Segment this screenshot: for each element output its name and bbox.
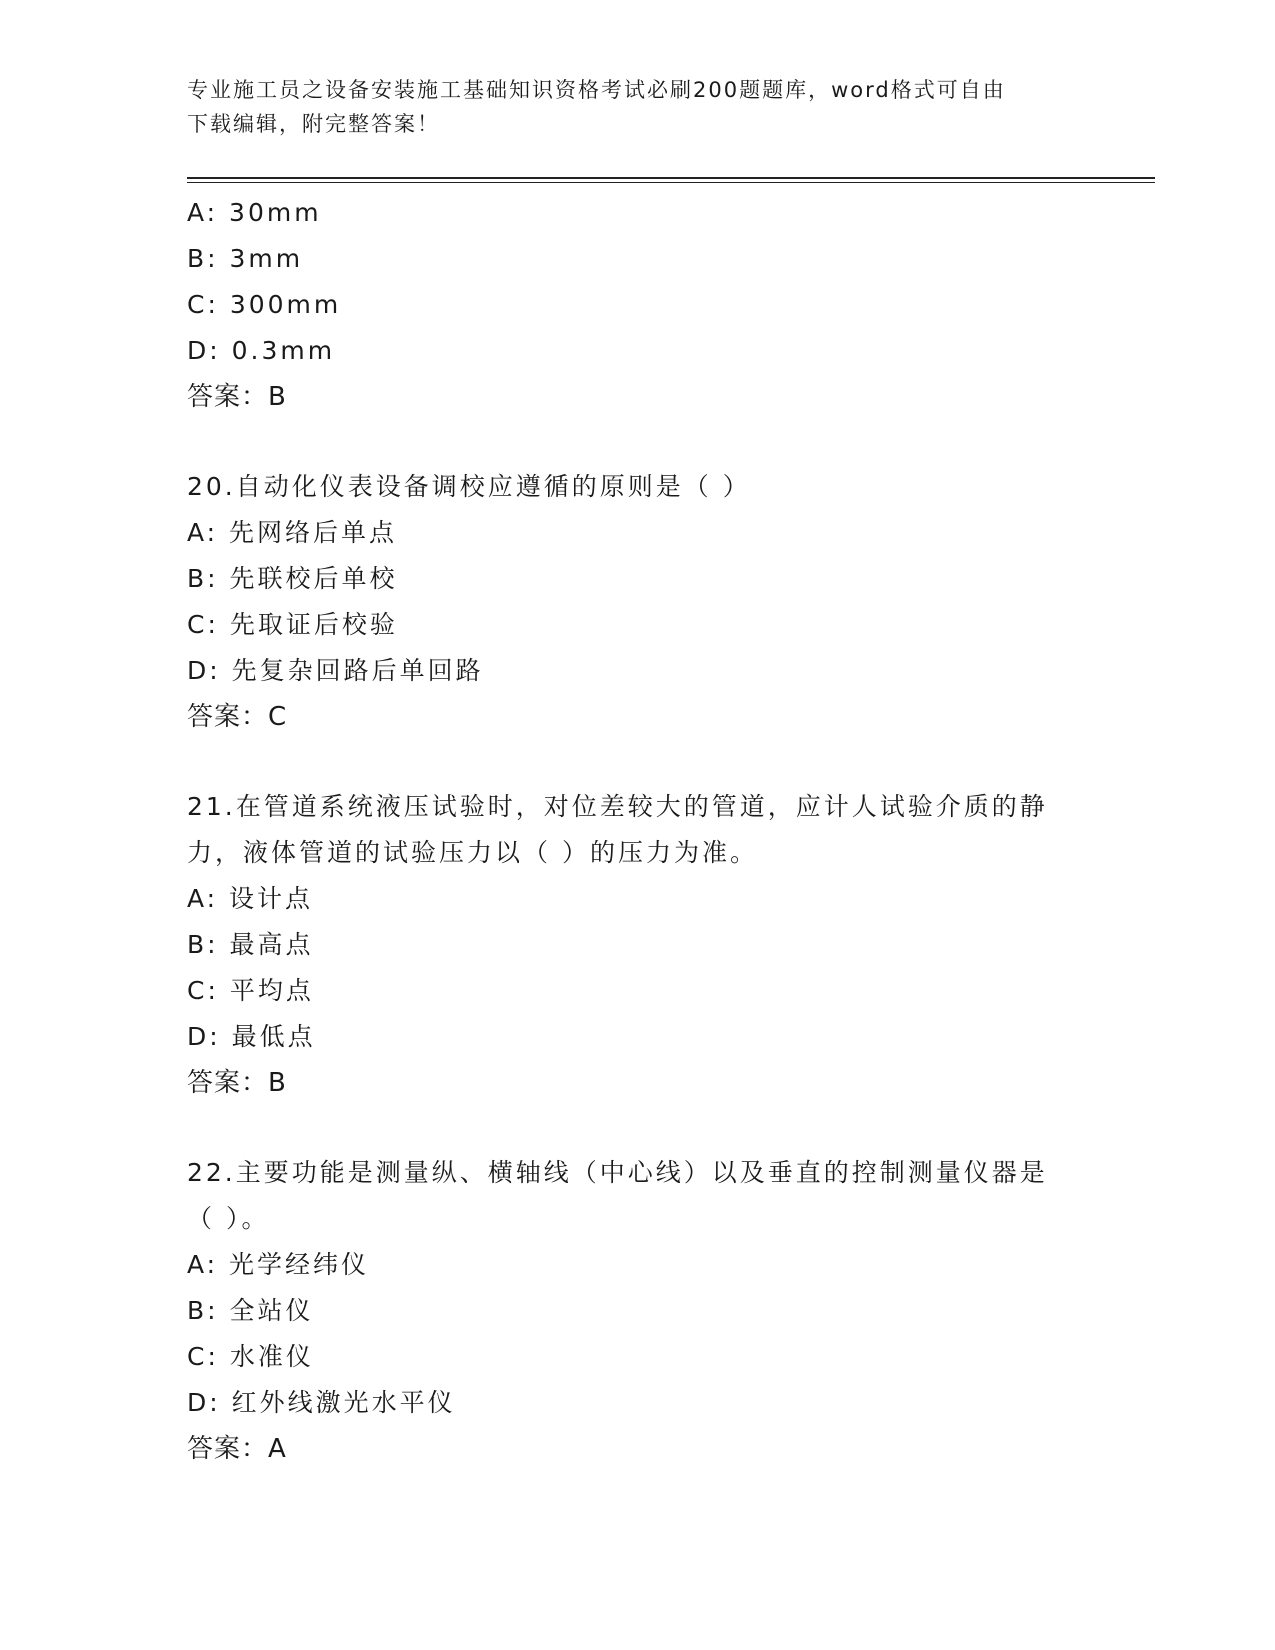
- question-text-line-1: 22.主要功能是测量纵、横轴线（中心线）以及垂直的控制测量仪器是: [187, 1158, 1048, 1187]
- header-divider-thick: [187, 177, 1155, 179]
- option-c: C: 先取证后校验: [187, 610, 398, 639]
- option-a: A: 30mm: [187, 198, 322, 227]
- option-d: D: 红外线激光水平仪: [187, 1388, 456, 1417]
- question-text-line-1: 21.在管道系统液压试验时，对位差较大的管道，应计人试验介质的静: [187, 792, 1048, 821]
- header-line-2: 下载编辑，附完整答案！: [187, 112, 440, 136]
- question-text-line-2: （ ）。: [187, 1204, 270, 1233]
- question-text: 20.自动化仪表设备调校应遵循的原则是（ ）: [187, 472, 751, 501]
- question-text-line-2: 力，液体管道的试验压力以（ ）的压力为准。: [187, 838, 758, 867]
- answer: 答案：B: [187, 1068, 287, 1098]
- option-d: D: 最低点: [187, 1022, 316, 1051]
- question-19: [187, 190, 1087, 420]
- question-21: [187, 784, 1087, 1106]
- option-c: C: 水准仪: [187, 1342, 314, 1371]
- option-b: B: 最高点: [187, 930, 314, 959]
- question-20: [187, 464, 1087, 740]
- option-c: C: 平均点: [187, 976, 314, 1005]
- answer: 答案：A: [187, 1434, 287, 1464]
- header-divider-thin: [187, 182, 1155, 183]
- option-d: D: 0.3mm: [187, 336, 336, 365]
- question-list: [187, 190, 1087, 1472]
- answer: 答案：C: [187, 702, 288, 732]
- answer: 答案：B: [187, 382, 287, 412]
- option-a: A: 设计点: [187, 884, 314, 913]
- option-a: A: 光学经纬仪: [187, 1250, 370, 1279]
- option-d: D: 先复杂回路后单回路: [187, 656, 484, 685]
- header-line-1: 专业施工员之设备安装施工基础知识资格考试必刷200题题库，word格式可自由: [187, 78, 1006, 102]
- document-header: [187, 73, 1087, 141]
- option-c: C: 300mm: [187, 290, 342, 319]
- question-22: [187, 1150, 1087, 1472]
- option-b: B: 3mm: [187, 244, 304, 273]
- option-b: B: 先联校后单校: [187, 564, 398, 593]
- option-b: B: 全站仪: [187, 1296, 314, 1325]
- option-a: A: 先网络后单点: [187, 518, 398, 547]
